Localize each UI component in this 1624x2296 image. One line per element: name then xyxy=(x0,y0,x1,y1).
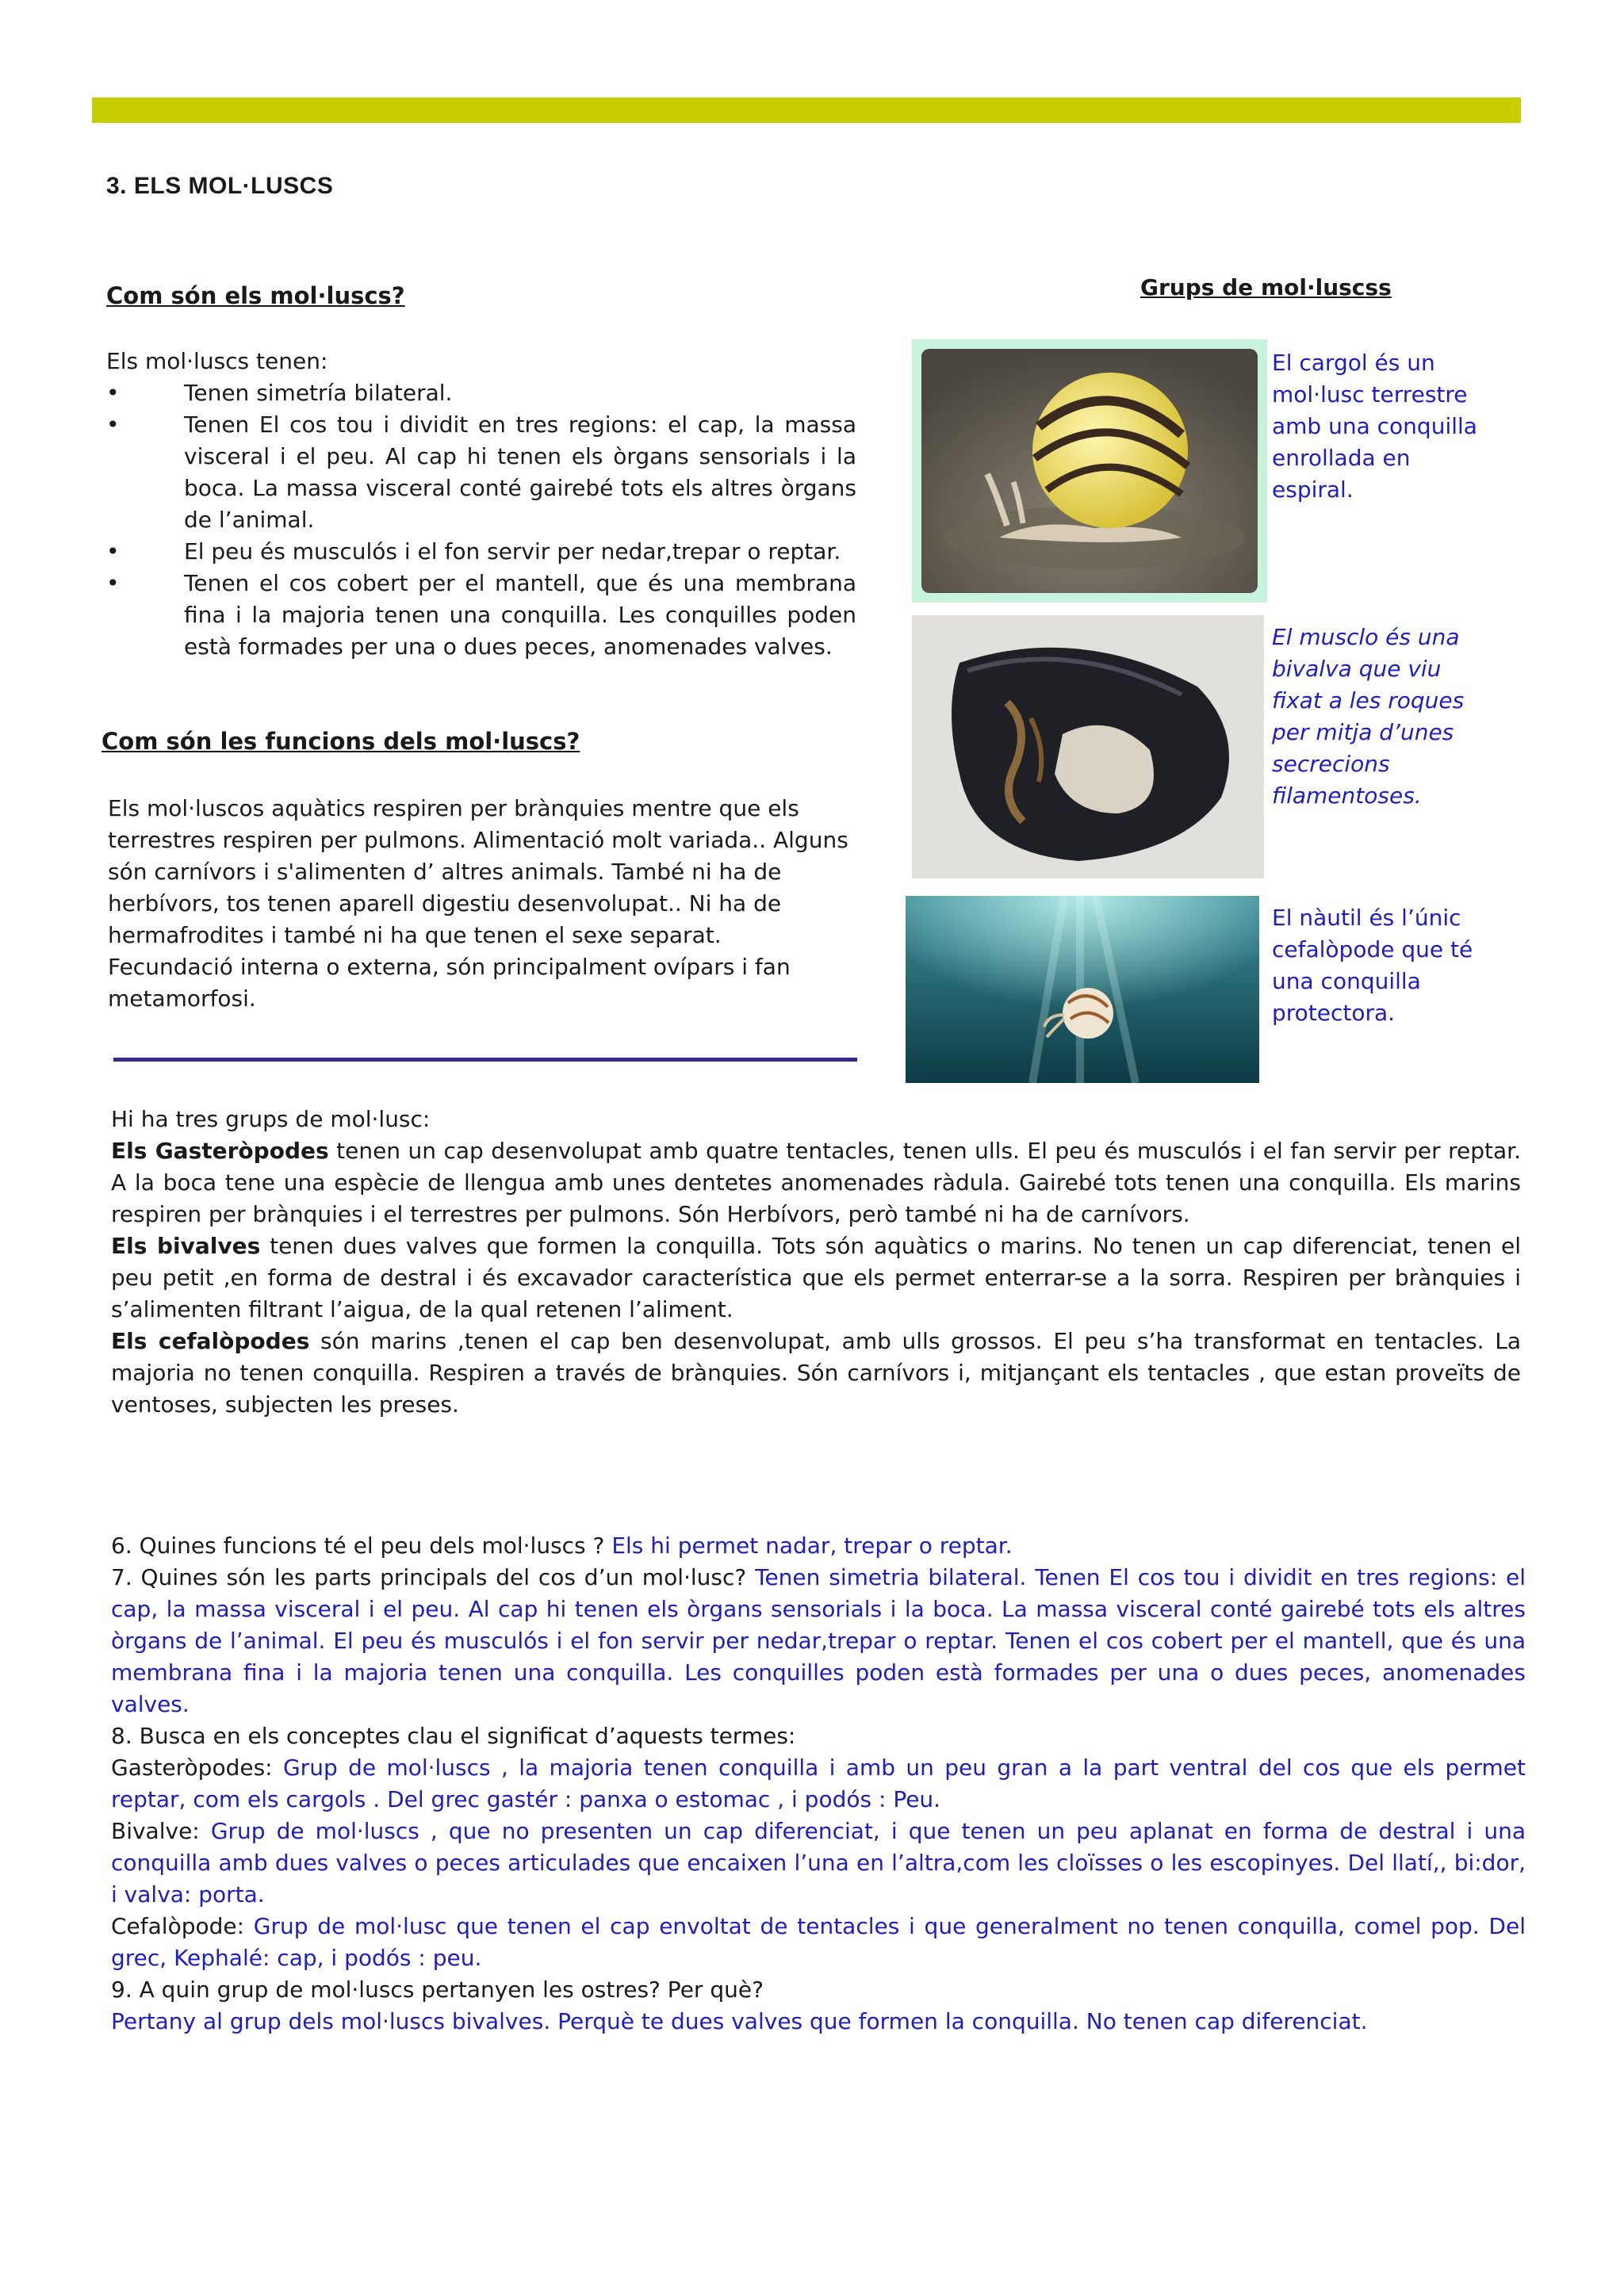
snail-illustration xyxy=(912,339,1267,603)
groups-description xyxy=(111,1104,1521,1421)
nautilus-illustration xyxy=(906,896,1259,1083)
cephalopods-term: Els cefalòpodes xyxy=(111,1328,310,1354)
term-definition: Grup de mol·luscs , que no presenten un cap diferenciat, i que tenen un peu aplanat en forma de destral i una conquilla amb dues valves o peces articulades que encaixen l’una en l’altra,com les cloïsses o les escopinyes. Del llatí,, bi:dor, i valva: porta. xyxy=(111,1818,1526,1908)
feature-item: • Tenen el cos cobert per el mantell, que és una membrana fina i la majoria tenen una conquilla. Les conquilles poden està formades per una o dues peces, anomenades valves. xyxy=(106,568,856,663)
molluscs-features xyxy=(106,346,856,663)
answer-9: Pertany al grup dels mol·luscs bivalves. Perquè te dues valves que formen la conquilla. No tenen cap diferenciat. xyxy=(111,2008,1368,2034)
cephalopods-paragraph xyxy=(111,1326,1521,1421)
term-definition: Grup de mol·luscs , la majoria tenen conquilla i amb un peu gran a la part ventral del cos que els permet reptar, com els cargols . Del grec gastér : panxa o estomac , i podós : Peu. xyxy=(111,1755,1526,1812)
features-intro: Els mol·luscs tenen: xyxy=(106,348,328,374)
features-list xyxy=(106,377,856,663)
header-bar xyxy=(92,98,1521,123)
groups-heading: Grups de mol·luscss xyxy=(1140,274,1392,300)
gastropods-paragraph xyxy=(111,1135,1521,1230)
heading-functions: Com són les funcions dels mol·luscs? xyxy=(102,728,580,755)
bivalves-paragraph xyxy=(111,1230,1521,1326)
mussel-illustration xyxy=(912,615,1264,878)
cephalopods-text: són marins ,tenen el cap ben desenvolupat, amb ulls grossos. El peu s’ha transformat en tentacles. La majoria no tenen conquilla. Respiren a través de brànquies. Són carnívors i, mitjançant els tentacles , que estan proveïts de ventoses, subjecten les preses. xyxy=(111,1328,1521,1418)
snail-photo xyxy=(912,339,1267,603)
term-bivalve xyxy=(111,1816,1526,1911)
nautilus-caption: El nàutil és l’únic cefalòpode que té una conquilla protectora. xyxy=(1272,905,1473,1026)
mussel-photo xyxy=(912,615,1264,878)
term-label: Bivalve: xyxy=(111,1818,200,1844)
term-label: Cefalòpode: xyxy=(111,1913,245,1939)
question-6-text: 6. Quines funcions té el peu dels mol·luscs ? xyxy=(111,1533,605,1559)
nautilus-photo xyxy=(906,896,1259,1083)
term-gastropods xyxy=(111,1752,1526,1816)
divider xyxy=(113,1058,857,1062)
functions-text: Els mol·luscos aquàtics respiren per brànquies mentre que els terrestres respiren per pulmons. Alimentació molt variada.. Alguns són carnívors i s'alimenten d’ altres animals. També ni ha de herbívors, tos tenen aparell digestiu desenvolupat.. Ni ha de hermafrodites i també ni ha que tenen el sexe separat. Fecundació interna o externa, són principalment ovípars i fan metamorfosi. xyxy=(108,795,848,1012)
question-8-text: 8. Busca en els conceptes clau el significat d’aquests termes: xyxy=(111,1723,796,1749)
bivalves-term: Els bivalves xyxy=(111,1233,261,1259)
term-cephalopod xyxy=(111,1911,1526,1974)
question-6 xyxy=(111,1530,1526,1562)
gastropods-text: tenen un cap desenvolupat amb quatre tentacles, tenen ulls. El peu és musculós i el fan servir per reptar. A la boca tene una espècie de llengua amb unes dentetes anomenades ràdula. Gairebé tots tenen una conquilla. Els marins respiren per brànquies i el terrestres per pulmons. Són Herbívors, però també ni ha de carnívors. xyxy=(111,1138,1521,1227)
question-9-text: 9. A quin grup de mol·luscs pertanyen les ostres? Per què? xyxy=(111,1976,764,2003)
term-label: Gasteròpodes: xyxy=(111,1755,273,1781)
feature-item: • El peu és musculós i el fon servir per nedar,trepar o reptar. xyxy=(106,536,856,568)
section-title: 3. ELS MOL·LUSCS xyxy=(106,173,334,199)
gastropods-term: Els Gasteròpodes xyxy=(111,1138,329,1164)
question-7 xyxy=(111,1562,1526,1720)
heading-what-are-molluscs: Com són els mol·luscs? xyxy=(106,282,405,309)
bivalves-text: tenen dues valves que formen la conquilla. Tots són aquàtics o marins. No tenen un cap diferenciat, tenen el peu petit ,en forma de destral i és excavador característica que els permet enterrar-se a la sorra. Respiren per brànquies i s’alimenten filtrant l’aigua, de la qual retenen l’aliment. xyxy=(111,1233,1521,1322)
feature-item: • Tenen El cos tou i dividit en tres regions: el cap, la massa visceral i el peu. Al cap hi tenen els òrgans sensorials i la boca. La massa visceral conté gairebé tots els altres òrgans de l’animal. xyxy=(106,409,856,536)
snail-caption: El cargol és un mol·lusc terrestre amb una conquilla enrollada en espiral. xyxy=(1272,350,1477,503)
groups-intro: Hi ha tres grups de mol·lusc: xyxy=(111,1106,431,1132)
exercises xyxy=(111,1530,1526,2038)
mussel-caption: El musclo és una bivalva que viu fixat a les roques per mitja d’unes secrecions filamentoses. xyxy=(1272,624,1465,809)
question-7-text: 7. Quines són les parts principals del cos d’un mol·lusc? xyxy=(111,1564,747,1590)
feature-item: • Tenen simetría bilateral. xyxy=(106,377,856,409)
answer-7: Tenen simetria bilateral. Tenen El cos tou i dividit en tres regions: el cap, la massa visceral i el peu. Al cap hi tenen els òrgans sensorials i la boca. La massa visceral conté gairebé tots els altres òrgans de l’animal. El peu és musculós i el fon servir per nedar,trepar o reptar. Tenen el cos cobert per el mantell, que és una membrana fina i la majoria tenen una conquilla. Les conquilles poden està formades per una o dues peces, anomenades valves. xyxy=(111,1564,1526,1717)
term-definition: Grup de mol·lusc que tenen el cap envoltat de tentacles i que generalment no tenen conquilla, comel pop. Del grec, Kephalé: cap, i podós : peu. xyxy=(111,1913,1526,1971)
answer-6: Els hi permet nadar, trepar o reptar. xyxy=(611,1533,1013,1559)
